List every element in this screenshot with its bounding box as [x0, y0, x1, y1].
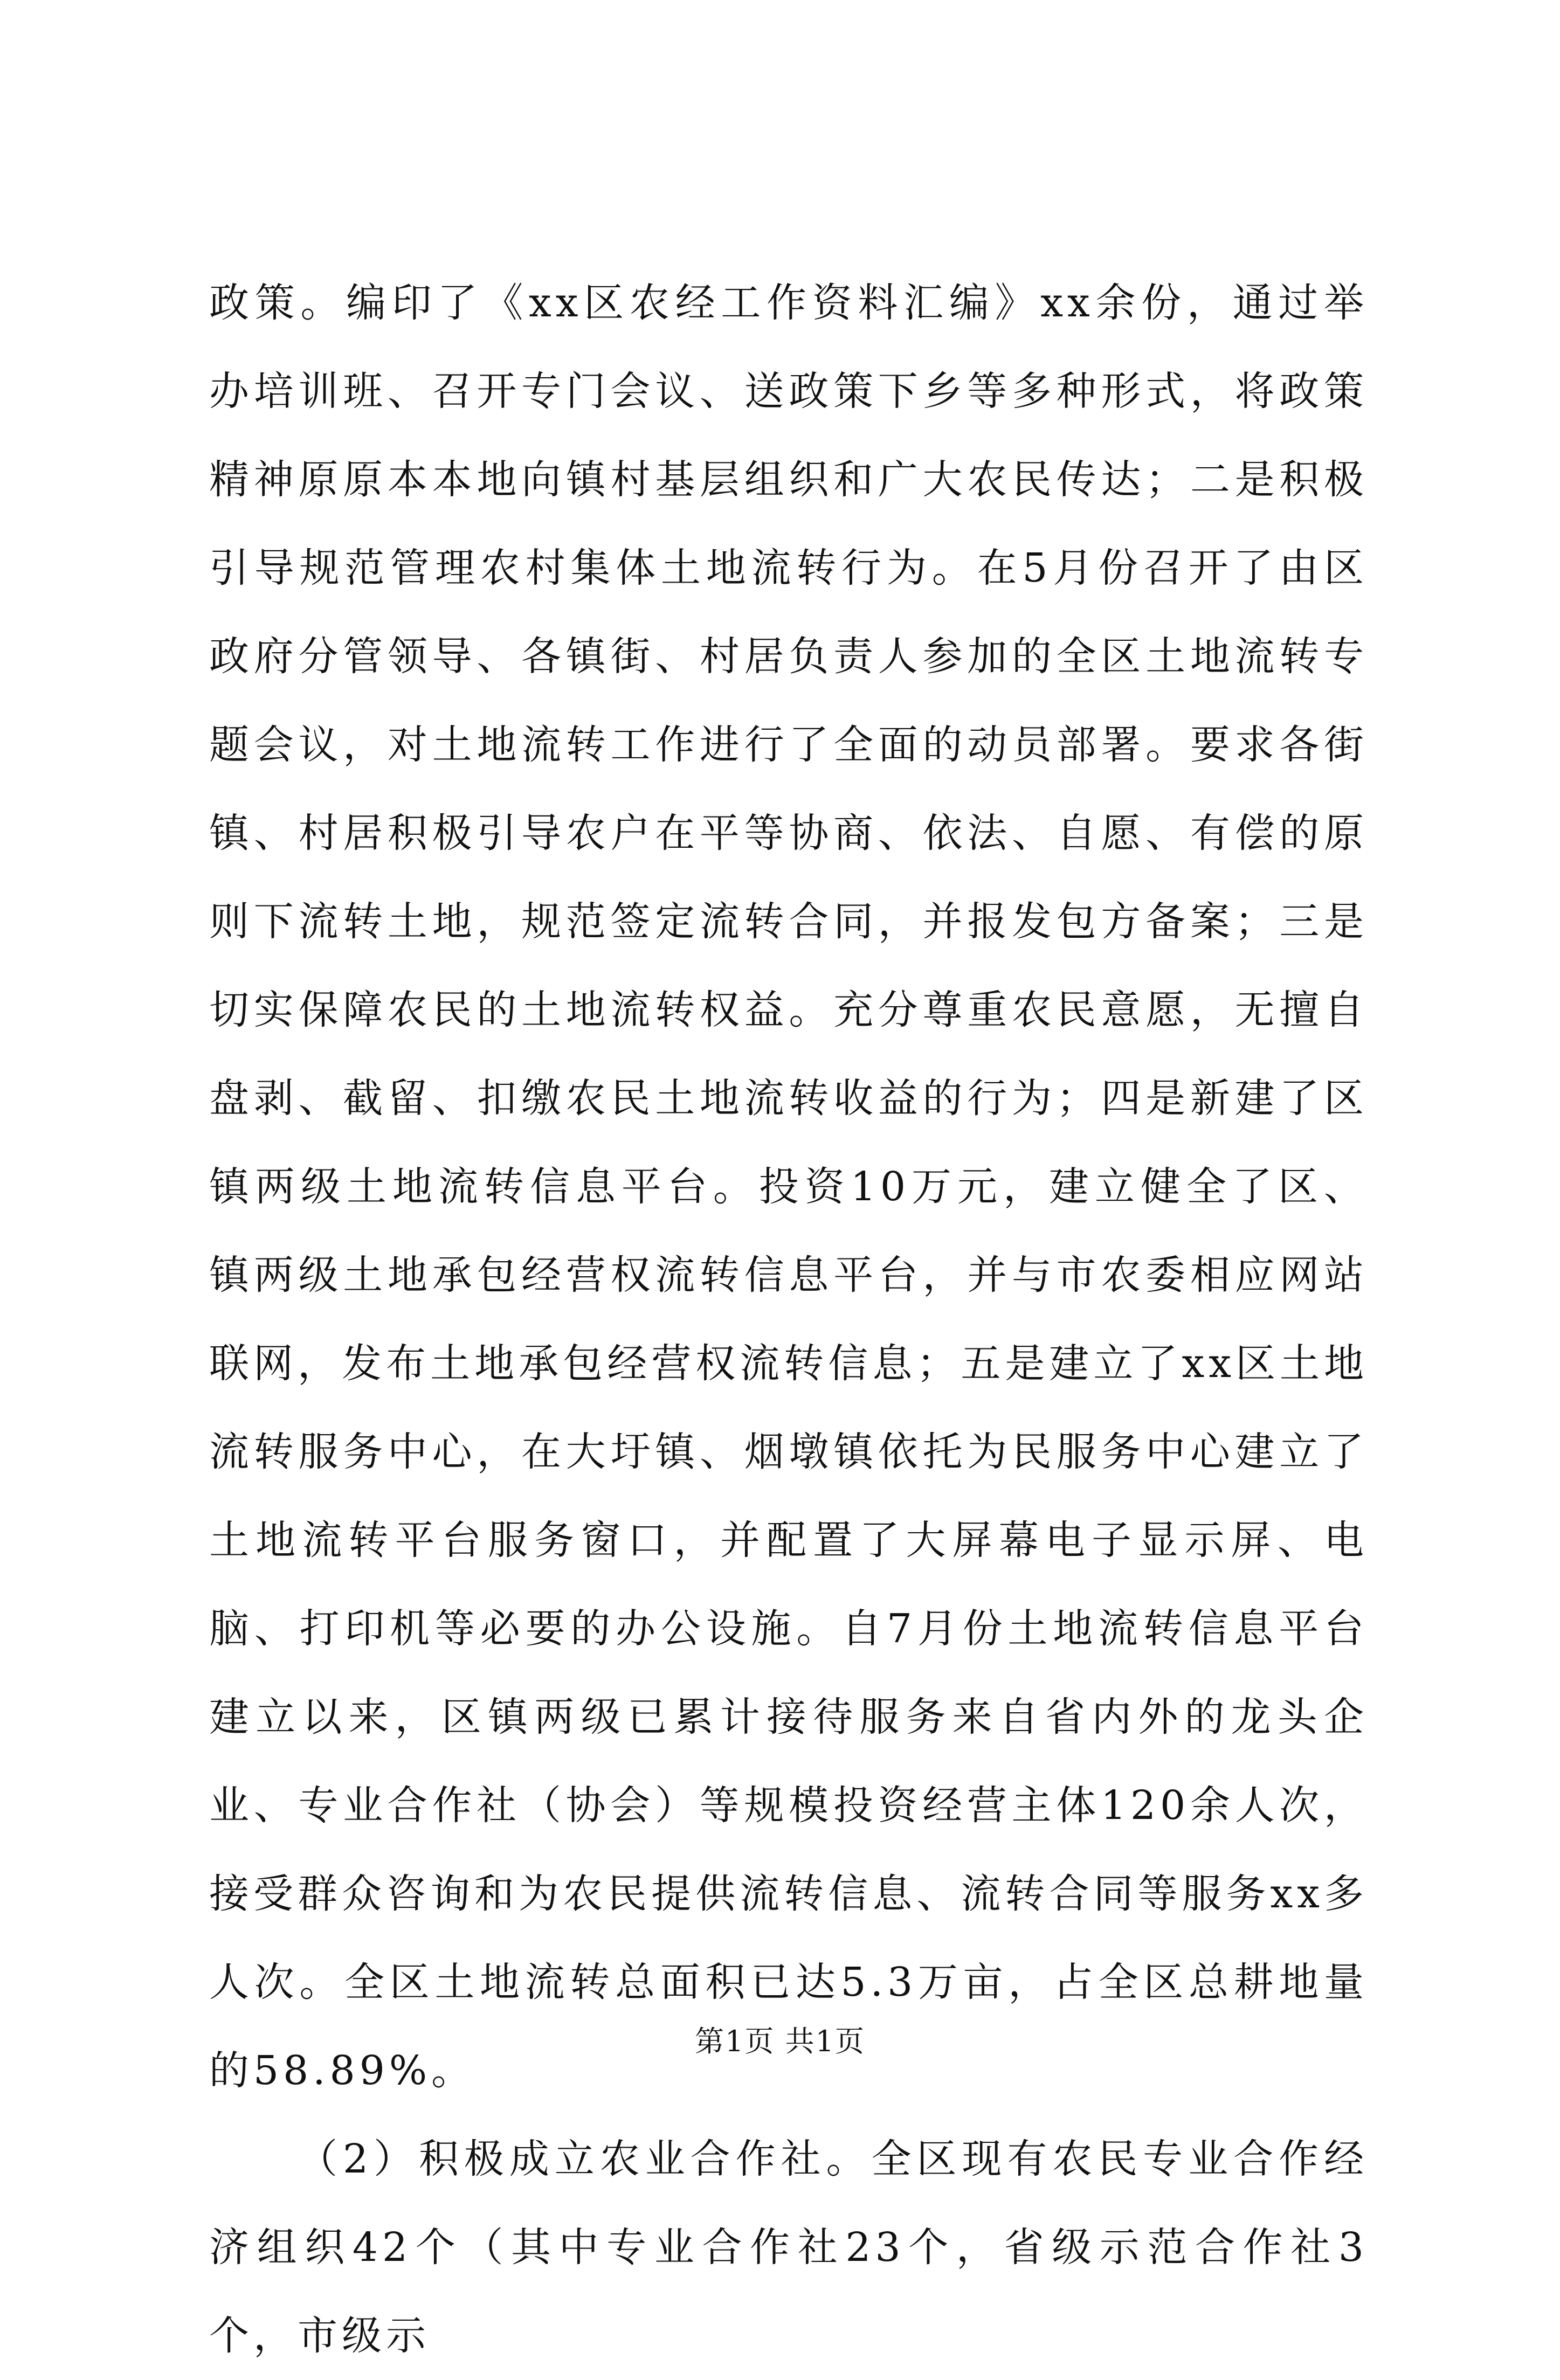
paragraph-land-transfer: 政策。编印了《xx区农经工作资料汇编》xx余份，通过举办培训班、召开专门会议、送政策下乡等多种形式，将政策精神原原本本地向镇村基层组织和广大农民传达；二是积极引导规范管理农村集体土地流转行为。在5月份召开了由区政府分管领导、各镇街、村居负责人参加的全区土地流转专题会议，对土地流转工作进行了全面的动员部署。要求各街镇、村居积极引导农户在平等协商、依法、自愿、有偿的原则下流转土地，规范签定流转合同，并报发包方备案；三是切实保障农民的土地流转权益。充分尊重农民意愿，无擅自盘剥、截留、扣缴农民土地流转收益的行为；四是新建了区镇两级土地流转信息平台。投资10万元，建立健全了区、镇两级土地承包经营权流转信息平台，并与市农委相应网站联网，发布土地承包经营权流转信息；五是建立了xx区土地流转服务中心，在大圩镇、烟墩镇依托为民服务中心建立了土地流转平台服务窗口，并配置了大屏幕电子显示屏、电脑、打印机等必要的办公设施。自7月份土地流转信息平台建立以来，区镇两级已累计接待服务来自省内外的龙头企业、专业合作社（协会）等规模投资经营主体120余人次，接受群众咨询和为农民提供流转信息、流转合同等服务xx多人次。全区土地流转总面积已达5.3万亩，占全区总耕地量的58.89%。	[209, 280, 1368, 2094]
paragraph-cooperatives: （2）积极成立农业合作社。全区现有农民专业合作经济组织42个（其中专业合作社23个，省级示范合作社3个，市级示	[209, 2136, 1368, 2359]
page-footer	[0, 2018, 1560, 2060]
page-number: 第1页 共1页	[695, 2024, 865, 2058]
document-body	[209, 259, 1368, 2380]
